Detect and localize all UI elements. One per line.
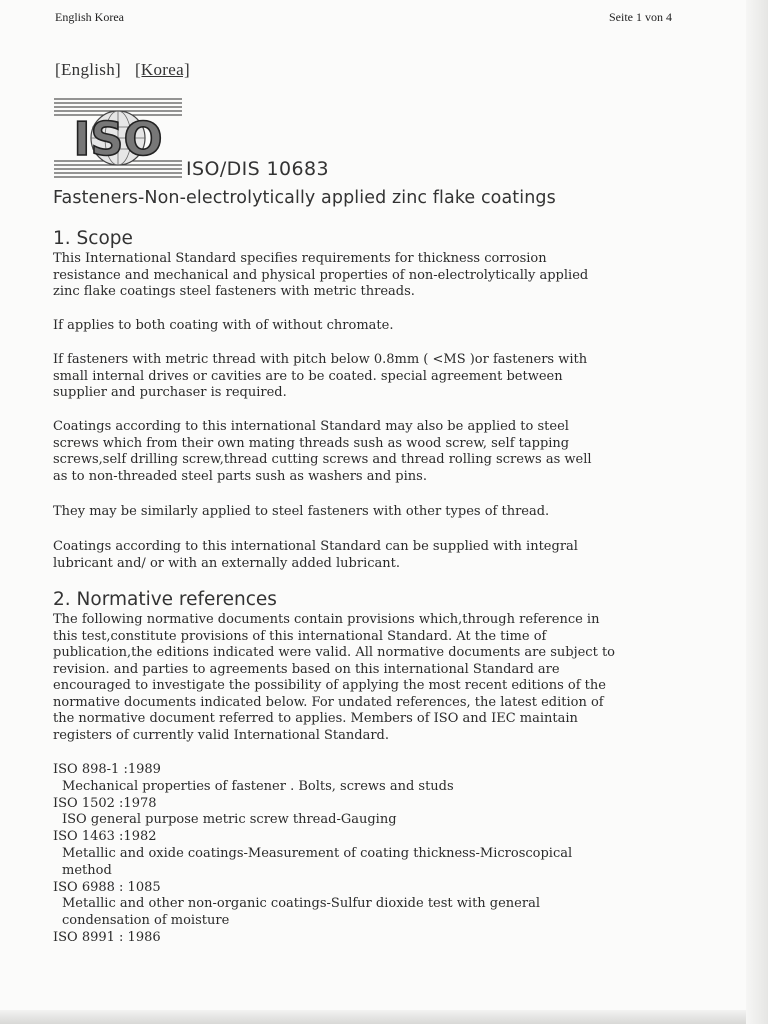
standard-number: ISO/DIS 10683: [186, 158, 329, 180]
normative-intro: The following normative documents contain provisions which,through reference in this test,constitute provisions of this international Standard. At the time of publication,the editions indicated were valid. All normative documents are subject to revision. and parties to agreements based on this international Standard are encouraged to investigate the possibility of applying the most recent editions of the normative documents indicated below. For undated references, the latest edition of the normative document referred to applies. Members of ISO and IEC maintain registers of currently valid International Standard.: [53, 612, 615, 743]
page-header: [55, 10, 672, 25]
scope-paragraph-4: Coatings according to this international Standard may also be applied to steel screws which from their own mating threads sush as wood screw, self tapping screws,self drilling screw,thread cutting screws and thread rolling screws as well as to non-threaded steel parts sush as washers and pins.: [53, 419, 592, 484]
logo-text: ISO: [73, 112, 163, 166]
reference-description: ISO general purpose metric screw thread-Gauging: [62, 812, 397, 828]
scan-edge-shadow: [0, 1010, 768, 1024]
section-heading-normative: 2. Normative references: [53, 589, 277, 610]
reference-item: [53, 762, 673, 796]
reference-item: [53, 829, 673, 879]
reference-description: Metallic and oxide coatings-Measurement of coating thickness-Microscopical method: [62, 845, 573, 878]
reference-item: [53, 796, 673, 830]
iso-logo-icon: [54, 97, 184, 179]
section-heading-scope: 1. Scope: [53, 228, 133, 249]
reference-description: Mechanical properties of fastener . Bolts, screws and studs: [62, 778, 454, 794]
reference-code: ISO 898-1 :1989: [53, 762, 161, 777]
reference-item: [53, 930, 673, 947]
reference-code: ISO 6988 : 1085: [53, 879, 161, 895]
korea-link[interactable]: [Korea]: [134, 60, 190, 79]
language-links: [55, 60, 190, 80]
reference-code: ISO 1502 :1978: [53, 795, 157, 811]
scope-paragraph-5: They may be similarly applied to steel fasteners with other types of thread.: [53, 504, 550, 519]
reference-item: [53, 880, 673, 930]
scope-paragraph-1: This International Standard specifies requirements for thickness corrosion resistance and mechanical and physical properties of non-electrolytically applied zinc flake coatings steel fasteners with metric threads.: [53, 251, 589, 299]
reference-code: ISO 1463 :1982: [53, 829, 157, 845]
scope-paragraph-2: If applies to both coating with of without chromate.: [53, 318, 394, 333]
english-link[interactable]: [English]: [55, 60, 121, 79]
reference-list: [53, 762, 673, 947]
header-left-title: English Korea: [55, 10, 124, 24]
scope-paragraph-3: If fasteners with metric thread with pitch below 0.8mm ( <MS )or fasteners with small internal drives or cavities are to be coated. special agreement between supplier and purchaser is required.: [53, 352, 588, 400]
scope-paragraph-6: Coatings according to this international Standard can be supplied with integral lubricant and/ or with an externally added lubricant.: [53, 539, 578, 571]
reference-description: Metallic and other non-organic coatings-Sulfur dioxide test with general condensation of moisture: [62, 896, 540, 929]
reference-code: ISO 8991 : 1986: [53, 929, 161, 945]
document-title: Fasteners-Non-electrolytically applied zinc flake coatings: [53, 188, 556, 208]
page-counter: Seite 1 von 4: [609, 10, 672, 24]
